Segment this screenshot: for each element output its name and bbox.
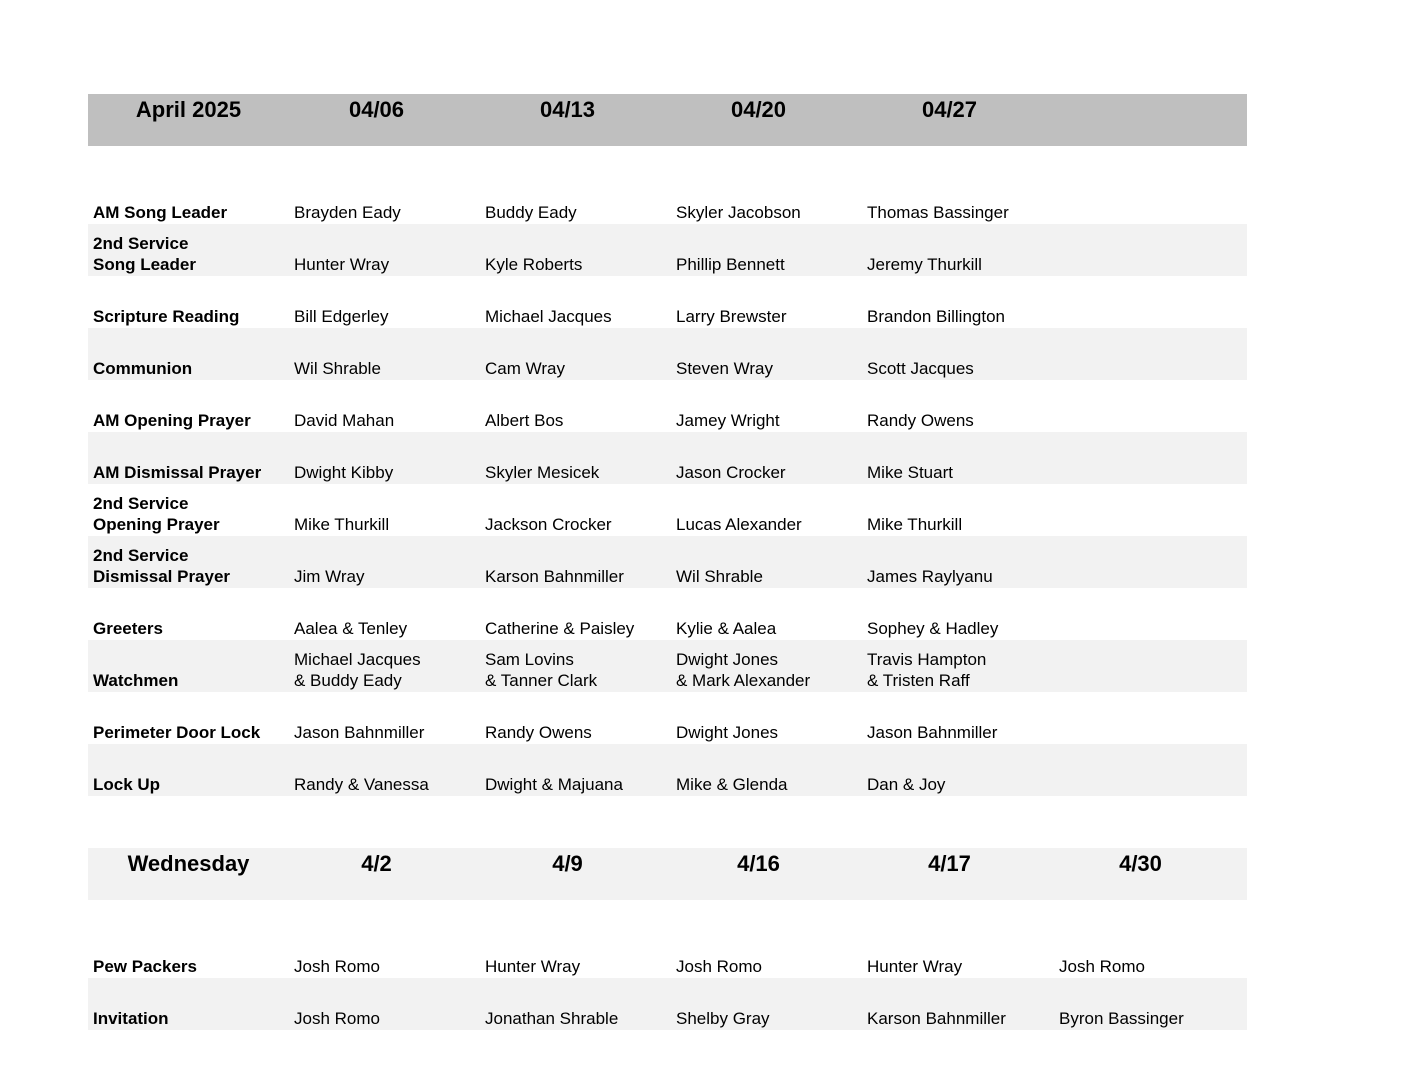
assignment-cell	[867, 722, 997, 743]
assignment-cell	[294, 722, 424, 743]
assignee-name: Karson Bahnmiller	[485, 567, 624, 586]
assignment-cell	[294, 1008, 380, 1029]
assignment-cell	[485, 774, 623, 795]
assignee-name: Mike Stuart	[867, 463, 953, 482]
assignment-cell	[676, 462, 786, 483]
assignee-name: Aalea & Tenley	[294, 619, 408, 638]
wednesday-header-date: 4/30	[1119, 851, 1162, 876]
assignment-cell	[485, 462, 599, 483]
sunday-table-row	[88, 640, 1247, 692]
assignment-cell	[485, 1008, 618, 1029]
assignee-name: James Raylyanu	[867, 567, 993, 586]
assignment-cell	[485, 618, 634, 639]
wednesday-header-row	[88, 848, 1247, 900]
assignment-cell	[485, 202, 577, 223]
row-label	[93, 670, 178, 691]
assignee-name: Sam Lovins	[485, 650, 574, 669]
assignee-name: Shelby Gray	[676, 1009, 770, 1028]
assignment-cell	[676, 774, 788, 795]
sunday-table-row	[88, 224, 1247, 276]
assignment-cell	[867, 774, 945, 795]
row-label	[93, 1008, 169, 1029]
assignee-name: Dan & Joy	[867, 775, 946, 794]
wednesday-header-date: 4/2	[361, 851, 392, 876]
assignee-name: & Buddy Eady	[294, 671, 402, 690]
assignment-cell	[294, 618, 407, 639]
row-label-line: Invitation	[93, 1009, 169, 1028]
assignment-cell	[294, 956, 380, 977]
row-label	[93, 202, 227, 223]
assignee-name: Sophey & Hadley	[867, 619, 999, 638]
assignee-name: Larry Brewster	[676, 307, 787, 326]
assignment-cell	[294, 306, 389, 327]
assignee-name: Jason Bahnmiller	[294, 723, 425, 742]
assignment-cell	[867, 306, 1005, 327]
row-label-line: Pew Packers	[93, 957, 197, 976]
section-gap	[88, 796, 1247, 848]
assignee-name: Brandon Billington	[867, 307, 1005, 326]
assignee-name: & Tristen Raff	[867, 671, 970, 690]
assignment-cell	[485, 410, 563, 431]
row-label-line: Song Leader	[93, 255, 196, 274]
sunday-header-title: April 2025	[135, 97, 242, 122]
assignee-name: Jackson Crocker	[485, 515, 612, 534]
assignee-name: Josh Romo	[676, 957, 762, 976]
assignment-cell	[294, 514, 389, 535]
row-label-line: Lock Up	[93, 775, 161, 794]
assignee-name: Kyle Roberts	[485, 255, 583, 274]
assignment-cell	[294, 410, 394, 431]
row-label	[93, 410, 251, 431]
assignment-cell	[294, 462, 393, 483]
assignee-name: Skyler Jacobson	[676, 203, 801, 222]
assignee-name: Dwight Jones	[676, 650, 779, 669]
assignee-name: David Mahan	[294, 411, 395, 430]
sunday-header-date: 04/13	[539, 97, 596, 122]
assignment-cell	[867, 649, 986, 691]
assignment-cell	[485, 306, 612, 327]
assignee-name: Josh Romo	[294, 957, 380, 976]
assignee-name: Cam Wray	[485, 359, 565, 378]
row-label-line: AM Song Leader	[93, 203, 228, 222]
row-label	[93, 306, 239, 327]
assignee-name: Buddy Eady	[485, 203, 577, 222]
spacer	[88, 146, 1247, 172]
sunday-rows	[88, 172, 1247, 796]
assignment-cell	[676, 566, 763, 587]
assignee-name: Kylie & Aalea	[676, 619, 777, 638]
row-label-line: Communion	[93, 359, 193, 378]
assignment-cell	[867, 410, 974, 431]
assignee-name: & Mark Alexander	[676, 671, 811, 690]
assignment-cell	[867, 1008, 1006, 1029]
assignment-cell	[867, 462, 953, 483]
row-label	[93, 618, 163, 639]
assignee-name: Byron Bassinger	[1059, 1009, 1184, 1028]
sunday-table-row	[88, 276, 1247, 328]
assignee-name: Mike Thurkill	[294, 515, 390, 534]
row-label-line: Opening Prayer	[93, 515, 220, 534]
assignee-name: Travis Hampton	[867, 650, 987, 669]
row-label-line: Scripture Reading	[93, 307, 240, 326]
assignment-cell	[676, 306, 787, 327]
sunday-table-row	[88, 432, 1247, 484]
row-label-line: AM Dismissal Prayer	[93, 463, 262, 482]
sunday-header-date: 04/27	[921, 97, 978, 122]
assignee-name: & Tanner Clark	[485, 671, 598, 690]
assignment-cell	[1059, 1008, 1184, 1029]
assignment-cell	[676, 1008, 770, 1029]
row-label-line: 2nd Service	[93, 546, 189, 565]
assignee-name: Skyler Mesicek	[485, 463, 600, 482]
assignee-name: Dwight & Majuana	[485, 775, 623, 794]
assignment-cell	[485, 358, 565, 379]
assignment-cell	[676, 618, 776, 639]
assignment-cell	[676, 202, 801, 223]
assignment-cell	[867, 566, 993, 587]
assignment-cell	[485, 514, 612, 535]
schedule-sheet	[88, 94, 1247, 1030]
assignment-cell	[485, 566, 624, 587]
assignment-cell	[867, 618, 998, 639]
row-label-line: Perimeter Door Lock	[93, 723, 261, 742]
assignee-name: Hunter Wray	[867, 957, 963, 976]
assignee-name: Jonathan Shrable	[485, 1009, 619, 1028]
assignee-name: Dwight Kibby	[294, 463, 394, 482]
spacer	[88, 900, 1247, 926]
assignee-name: Wil Shrable	[294, 359, 381, 378]
assignee-name: Scott Jacques	[867, 359, 974, 378]
wednesday-header-date: 4/16	[737, 851, 780, 876]
assignment-cell	[485, 956, 580, 977]
assignment-cell	[294, 566, 365, 587]
assignee-name: Jason Crocker	[676, 463, 786, 482]
sunday-table-row	[88, 328, 1247, 380]
assignee-name: Catherine & Paisley	[485, 619, 635, 638]
sunday-table-row	[88, 380, 1247, 432]
assignment-cell	[294, 358, 381, 379]
wednesday-table-row	[88, 978, 1247, 1030]
sunday-table-row	[88, 692, 1247, 744]
assignee-name: Michael Jacques	[294, 650, 421, 669]
assignment-cell	[485, 649, 597, 691]
assignee-name: Randy Owens	[867, 411, 974, 430]
assignee-name: Karson Bahnmiller	[867, 1009, 1006, 1028]
row-label-line: Dismissal Prayer	[93, 567, 231, 586]
row-label	[93, 722, 260, 743]
assignee-name: Josh Romo	[1059, 957, 1145, 976]
assignee-name: Brayden Eady	[294, 203, 401, 222]
assignment-cell	[867, 202, 1009, 223]
wednesday-header-title: Wednesday	[127, 851, 250, 876]
sunday-table-row	[88, 744, 1247, 796]
assignee-name: Lucas Alexander	[676, 515, 802, 534]
assignment-cell	[485, 722, 592, 743]
row-label-line: Watchmen	[93, 671, 179, 690]
assignee-name: Hunter Wray	[294, 255, 390, 274]
assignment-cell	[676, 254, 785, 275]
assignee-name: Steven Wray	[676, 359, 774, 378]
assignment-cell	[867, 514, 962, 535]
wednesday-header-date: 4/9	[552, 851, 583, 876]
assignment-cell	[867, 254, 982, 275]
row-label	[93, 545, 230, 587]
wednesday-rows	[88, 926, 1247, 1030]
assignment-cell	[294, 774, 429, 795]
assignee-name: Thomas Bassinger	[867, 203, 1009, 222]
assignment-cell	[294, 649, 421, 691]
assignee-name: Albert Bos	[485, 411, 564, 430]
assignment-cell	[676, 514, 802, 535]
row-label	[93, 956, 197, 977]
assignment-cell	[294, 202, 401, 223]
assignee-name: Hunter Wray	[485, 957, 581, 976]
sunday-table-row	[88, 484, 1247, 536]
assignment-cell	[676, 358, 773, 379]
row-label	[93, 493, 220, 535]
row-label	[93, 462, 261, 483]
sunday-header-date: 04/20	[730, 97, 787, 122]
row-label	[93, 774, 160, 795]
assignee-name: Randy & Vanessa	[294, 775, 429, 794]
assignee-name: Mike & Glenda	[676, 775, 788, 794]
row-label-line: 2nd Service	[93, 494, 189, 513]
assignee-name: Dwight Jones	[676, 723, 779, 742]
assignee-name: Jim Wray	[294, 567, 365, 586]
sunday-table-row	[88, 588, 1247, 640]
assignee-name: Phillip Bennett	[676, 255, 785, 274]
assignment-cell	[485, 254, 582, 275]
assignment-cell	[867, 956, 962, 977]
assignee-name: Jason Bahnmiller	[867, 723, 998, 742]
row-label-line: Greeters	[93, 619, 163, 638]
row-label-line: AM Opening Prayer	[93, 411, 251, 430]
assignment-cell	[676, 722, 778, 743]
assignee-name: Josh Romo	[294, 1009, 380, 1028]
assignment-cell	[676, 410, 780, 431]
row-label	[93, 358, 192, 379]
sunday-table-row	[88, 172, 1247, 224]
assignment-cell	[294, 254, 389, 275]
assignee-name: Randy Owens	[485, 723, 592, 742]
assignee-name: Jamey Wright	[676, 411, 780, 430]
assignee-name: Wil Shrable	[676, 567, 763, 586]
sunday-table-row	[88, 536, 1247, 588]
sunday-header-date: 04/06	[348, 97, 405, 122]
assignee-name: Bill Edgerley	[294, 307, 389, 326]
row-label-line: 2nd Service	[93, 234, 189, 253]
assignee-name: Michael Jacques	[485, 307, 612, 326]
assignment-cell	[676, 649, 810, 691]
row-label	[93, 233, 196, 275]
wednesday-header-date: 4/17	[928, 851, 971, 876]
assignee-name: Mike Thurkill	[867, 515, 963, 534]
assignment-cell	[1059, 956, 1145, 977]
assignment-cell	[867, 358, 974, 379]
sunday-header-row	[88, 94, 1247, 146]
assignment-cell	[676, 956, 762, 977]
assignee-name: Jeremy Thurkill	[867, 255, 982, 274]
wednesday-table-row	[88, 926, 1247, 978]
